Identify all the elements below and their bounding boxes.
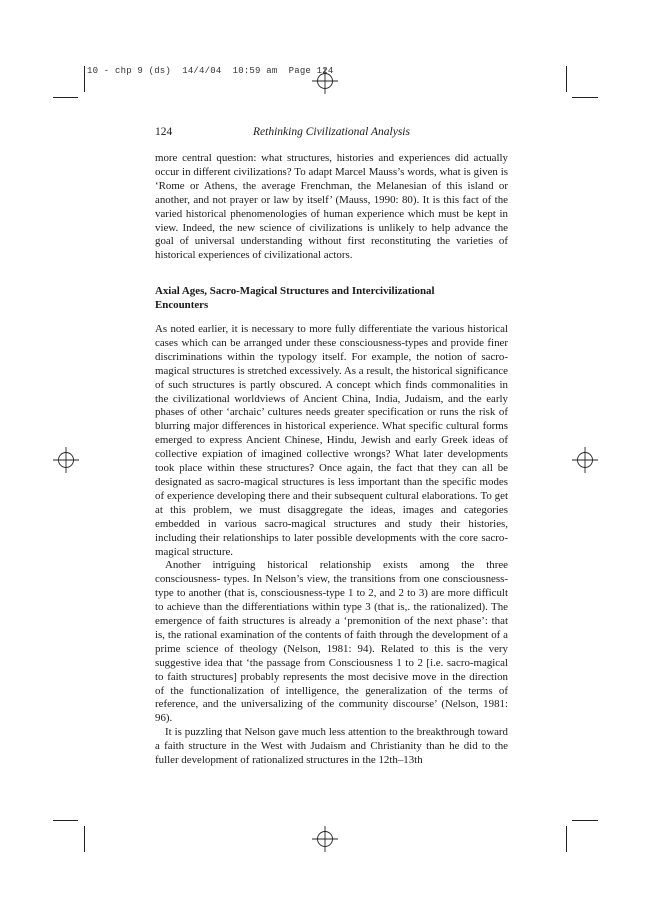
- running-title: Rethinking Civilizational Analysis: [253, 126, 410, 138]
- registration-mark-icon: [53, 447, 79, 473]
- crop-mark: [566, 66, 567, 92]
- crop-mark: [84, 826, 85, 852]
- crop-mark: [572, 820, 598, 821]
- page-number: 124: [155, 126, 173, 138]
- crop-mark: [53, 97, 78, 98]
- paragraph: more central question: what structures, histories and experiences did actually occur in different civilizations? To adapt Marcel Mauss’s words, what is given is ‘Rome or Athens, the average Frenchman, the Melanesian of this island or another, and not prayer or law by itself’ (Mauss, 1990: 80). It is this fact of the varied historical phenomenologies of human experience which must be kept in view. Indeed, the new science of civilizations is unlikely to help advance the goal of universal understanding without first reconstituting the varieties of historical experiences of civilizational actors.: [155, 152, 508, 262]
- text-block-body: [155, 323, 508, 768]
- printer-slug: 10 - chp 9 (ds) 14/4/04 10:59 am Page 124: [87, 66, 334, 76]
- registration-mark-icon: [312, 826, 338, 852]
- running-header: [155, 126, 508, 140]
- paragraph: As noted earlier, it is necessary to more fully differentiate the various historical cases which can be arranged under these consciousness-types and provide finer discriminations within the typology itself. For example, the notion of sacro-magical structures is stretched excessively. As a result, the historical significance of such structures is partly obscured. A concept which finds commonalities in the civilizational worldviews of Ancient China, India, Judaism, and the early phases of other ‘archaic’ cultures needs greater specification or runs the risk of blurring major differences in historical experience. What specific cultural forms emerged to express Ancient Chinese, Hindu, Jewish and early Greek ideas of collective expiation of imagined collective wrongs? What later developments took place within these structures? Once again, the fact that they can all be designated as sacro-magical structures is less important than the specific modes of experience developing there and their subsequent cultural elaborations. To get at this problem, we must disaggregate the ideas, images and categories embedded in various sacro-magical structures and study their histories, including their relationships to later possible developments with the core sacro-magical structure.: [155, 323, 508, 558]
- text-block-top: [155, 152, 508, 263]
- crop-mark: [53, 820, 78, 821]
- crop-mark: [566, 826, 567, 852]
- section-heading: Axial Ages, Sacro-Magical Structures and Intercivilizational Encounters: [155, 285, 435, 311]
- crop-mark: [572, 97, 598, 98]
- registration-mark-icon: [312, 68, 338, 94]
- registration-mark-icon: [572, 447, 598, 473]
- crop-mark: [84, 66, 85, 92]
- paragraph: Another intriguing historical relationship exists among the three consciousness- types. In Nelson’s view, the transitions from one consciousness-type to another (that is, consciousness-type 1 to 2, and 2 to 3) are more difficult to achieve than the differentiations within type 3 (that is,. the rationalized). The emergence of faith structures is already a ‘premonition of the next phase’: that is, the rational examination of the contents of faith through the development of a prime science of theology (Nelson, 1981: 94). Related to this is the very suggestive idea that ‘the passage from Consciousness 1 to 2 [i.e. sacro-magical to faith structures] probably represents the most decisive move in the direction of the functionalization of intelligence, the generalization of the terms of reference, and the universalizing of the community discourse’ (Nelson, 1981: 96).: [155, 559, 508, 725]
- paragraph: It is puzzling that Nelson gave much less attention to the breakthrough toward a faith structure in the West with Judaism and Christianity than he did to the fuller development of rationalized structures in the 12th–13th: [155, 726, 508, 767]
